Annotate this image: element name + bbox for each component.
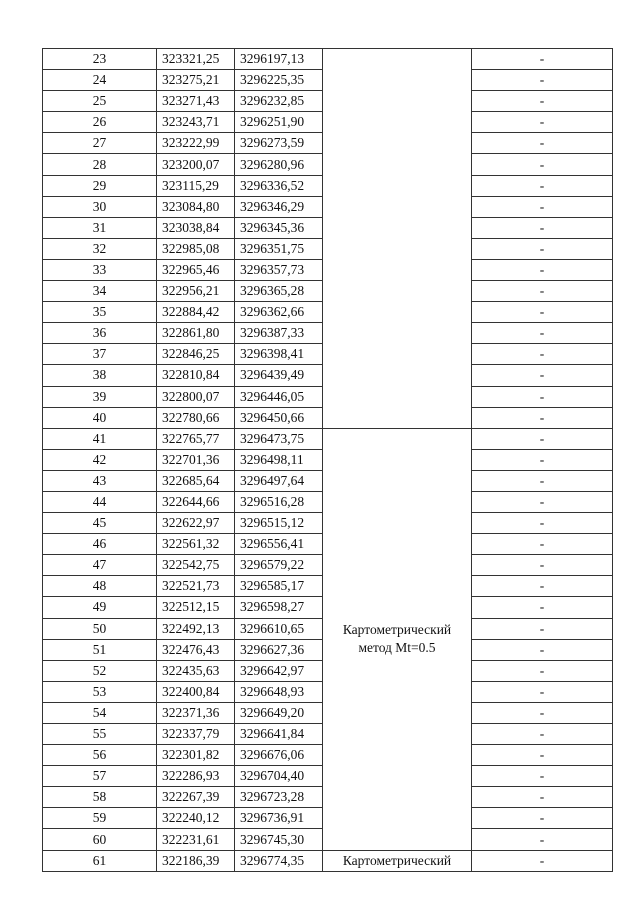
y-coordinate-cell: 3296273,59 <box>235 133 323 154</box>
note-cell: - <box>472 217 613 238</box>
y-coordinate-cell: 3296648,93 <box>235 681 323 702</box>
y-coordinate-cell: 3296450,66 <box>235 407 323 428</box>
y-coordinate-cell: 3296579,22 <box>235 555 323 576</box>
point-number-cell: 59 <box>43 808 157 829</box>
table-row <box>43 428 613 449</box>
point-number-cell: 61 <box>43 850 157 871</box>
method-cell: Картометрический метод Mt=0.5 <box>323 428 472 850</box>
point-number-cell: 47 <box>43 555 157 576</box>
y-coordinate-cell: 3296232,85 <box>235 91 323 112</box>
y-coordinate-cell: 3296357,73 <box>235 259 323 280</box>
note-cell: - <box>472 576 613 597</box>
x-coordinate-cell: 322286,93 <box>157 766 235 787</box>
x-coordinate-cell: 322765,77 <box>157 428 235 449</box>
point-number-cell: 36 <box>43 323 157 344</box>
x-coordinate-cell: 322400,84 <box>157 681 235 702</box>
table-row <box>43 49 613 70</box>
point-number-cell: 45 <box>43 513 157 534</box>
x-coordinate-cell: 322542,75 <box>157 555 235 576</box>
y-coordinate-cell: 3296351,75 <box>235 238 323 259</box>
point-number-cell: 37 <box>43 344 157 365</box>
y-coordinate-cell: 3296598,27 <box>235 597 323 618</box>
x-coordinate-cell: 322492,13 <box>157 618 235 639</box>
y-coordinate-cell: 3296649,20 <box>235 702 323 723</box>
note-cell: - <box>472 112 613 133</box>
x-coordinate-cell: 322701,36 <box>157 449 235 470</box>
y-coordinate-cell: 3296556,41 <box>235 534 323 555</box>
point-number-cell: 57 <box>43 766 157 787</box>
x-coordinate-cell: 322685,64 <box>157 470 235 491</box>
y-coordinate-cell: 3296362,66 <box>235 302 323 323</box>
y-coordinate-cell: 3296641,84 <box>235 724 323 745</box>
note-cell: - <box>472 386 613 407</box>
note-cell: - <box>472 175 613 196</box>
x-coordinate-cell: 322810,84 <box>157 365 235 386</box>
point-number-cell: 23 <box>43 49 157 70</box>
x-coordinate-cell: 322956,21 <box>157 281 235 302</box>
x-coordinate-cell: 322800,07 <box>157 386 235 407</box>
note-cell: - <box>472 302 613 323</box>
x-coordinate-cell: 322435,63 <box>157 660 235 681</box>
x-coordinate-cell: 322561,32 <box>157 534 235 555</box>
note-cell: - <box>472 238 613 259</box>
point-number-cell: 44 <box>43 491 157 512</box>
point-number-cell: 60 <box>43 829 157 850</box>
method-cell <box>323 49 472 429</box>
y-coordinate-cell: 3296745,30 <box>235 829 323 850</box>
y-coordinate-cell: 3296197,13 <box>235 49 323 70</box>
point-number-cell: 48 <box>43 576 157 597</box>
note-cell: - <box>472 829 613 850</box>
point-number-cell: 40 <box>43 407 157 428</box>
x-coordinate-cell: 322186,39 <box>157 850 235 871</box>
y-coordinate-cell: 3296723,28 <box>235 787 323 808</box>
x-coordinate-cell: 323243,71 <box>157 112 235 133</box>
y-coordinate-cell: 3296225,35 <box>235 70 323 91</box>
y-coordinate-cell: 3296346,29 <box>235 196 323 217</box>
point-number-cell: 43 <box>43 470 157 491</box>
x-coordinate-cell: 322371,36 <box>157 702 235 723</box>
y-coordinate-cell: 3296610,65 <box>235 618 323 639</box>
x-coordinate-cell: 323321,25 <box>157 49 235 70</box>
point-number-cell: 38 <box>43 365 157 386</box>
x-coordinate-cell: 322884,42 <box>157 302 235 323</box>
note-cell: - <box>472 808 613 829</box>
y-coordinate-cell: 3296439,49 <box>235 365 323 386</box>
x-coordinate-cell: 322846,25 <box>157 344 235 365</box>
y-coordinate-cell: 3296336,52 <box>235 175 323 196</box>
y-coordinate-cell: 3296774,35 <box>235 850 323 871</box>
note-cell: - <box>472 281 613 302</box>
table-row <box>43 850 613 871</box>
x-coordinate-cell: 322521,73 <box>157 576 235 597</box>
x-coordinate-cell: 323275,21 <box>157 70 235 91</box>
x-coordinate-cell: 322476,43 <box>157 639 235 660</box>
note-cell: - <box>472 259 613 280</box>
point-number-cell: 24 <box>43 70 157 91</box>
point-number-cell: 51 <box>43 639 157 660</box>
note-cell: - <box>472 555 613 576</box>
note-cell: - <box>472 196 613 217</box>
y-coordinate-cell: 3296676,06 <box>235 745 323 766</box>
point-number-cell: 39 <box>43 386 157 407</box>
note-cell: - <box>472 745 613 766</box>
y-coordinate-cell: 3296473,75 <box>235 428 323 449</box>
y-coordinate-cell: 3296398,41 <box>235 344 323 365</box>
y-coordinate-cell: 3296345,36 <box>235 217 323 238</box>
note-cell: - <box>472 513 613 534</box>
x-coordinate-cell: 322512,15 <box>157 597 235 618</box>
point-number-cell: 42 <box>43 449 157 470</box>
point-number-cell: 50 <box>43 618 157 639</box>
point-number-cell: 55 <box>43 724 157 745</box>
note-cell: - <box>472 660 613 681</box>
note-cell: - <box>472 428 613 449</box>
note-cell: - <box>472 724 613 745</box>
x-coordinate-cell: 322622,97 <box>157 513 235 534</box>
point-number-cell: 41 <box>43 428 157 449</box>
point-number-cell: 33 <box>43 259 157 280</box>
point-number-cell: 26 <box>43 112 157 133</box>
point-number-cell: 32 <box>43 238 157 259</box>
note-cell: - <box>472 91 613 112</box>
point-number-cell: 28 <box>43 154 157 175</box>
note-cell: - <box>472 491 613 512</box>
y-coordinate-cell: 3296251,90 <box>235 112 323 133</box>
note-cell: - <box>472 850 613 871</box>
note-cell: - <box>472 344 613 365</box>
note-cell: - <box>472 681 613 702</box>
y-coordinate-cell: 3296497,64 <box>235 470 323 491</box>
point-number-cell: 30 <box>43 196 157 217</box>
x-coordinate-cell: 323115,29 <box>157 175 235 196</box>
x-coordinate-cell: 323222,99 <box>157 133 235 154</box>
point-number-cell: 56 <box>43 745 157 766</box>
note-cell: - <box>472 470 613 491</box>
note-cell: - <box>472 449 613 470</box>
x-coordinate-cell: 323271,43 <box>157 91 235 112</box>
note-cell: - <box>472 639 613 660</box>
y-coordinate-cell: 3296736,91 <box>235 808 323 829</box>
point-number-cell: 49 <box>43 597 157 618</box>
note-cell: - <box>472 787 613 808</box>
point-number-cell: 34 <box>43 281 157 302</box>
y-coordinate-cell: 3296515,12 <box>235 513 323 534</box>
x-coordinate-cell: 323200,07 <box>157 154 235 175</box>
note-cell: - <box>472 766 613 787</box>
x-coordinate-cell: 322301,82 <box>157 745 235 766</box>
note-cell: - <box>472 597 613 618</box>
point-number-cell: 58 <box>43 787 157 808</box>
note-cell: - <box>472 407 613 428</box>
note-cell: - <box>472 133 613 154</box>
x-coordinate-cell: 322780,66 <box>157 407 235 428</box>
coordinates-table-body <box>43 49 613 872</box>
x-coordinate-cell: 322965,46 <box>157 259 235 280</box>
y-coordinate-cell: 3296365,28 <box>235 281 323 302</box>
point-number-cell: 46 <box>43 534 157 555</box>
x-coordinate-cell: 322267,39 <box>157 787 235 808</box>
x-coordinate-cell: 322985,08 <box>157 238 235 259</box>
point-number-cell: 53 <box>43 681 157 702</box>
note-cell: - <box>472 702 613 723</box>
y-coordinate-cell: 3296280,96 <box>235 154 323 175</box>
note-cell: - <box>472 154 613 175</box>
x-coordinate-cell: 322337,79 <box>157 724 235 745</box>
y-coordinate-cell: 3296387,33 <box>235 323 323 344</box>
x-coordinate-cell: 323084,80 <box>157 196 235 217</box>
y-coordinate-cell: 3296642,97 <box>235 660 323 681</box>
point-number-cell: 35 <box>43 302 157 323</box>
x-coordinate-cell: 322231,61 <box>157 829 235 850</box>
point-number-cell: 54 <box>43 702 157 723</box>
y-coordinate-cell: 3296704,40 <box>235 766 323 787</box>
y-coordinate-cell: 3296516,28 <box>235 491 323 512</box>
point-number-cell: 29 <box>43 175 157 196</box>
x-coordinate-cell: 322240,12 <box>157 808 235 829</box>
note-cell: - <box>472 70 613 91</box>
y-coordinate-cell: 3296585,17 <box>235 576 323 597</box>
x-coordinate-cell: 322861,80 <box>157 323 235 344</box>
coordinates-table <box>42 48 613 872</box>
point-number-cell: 27 <box>43 133 157 154</box>
method-cell: Картометрический <box>323 850 472 871</box>
x-coordinate-cell: 323038,84 <box>157 217 235 238</box>
point-number-cell: 25 <box>43 91 157 112</box>
x-coordinate-cell: 322644,66 <box>157 491 235 512</box>
note-cell: - <box>472 618 613 639</box>
y-coordinate-cell: 3296498,11 <box>235 449 323 470</box>
note-cell: - <box>472 534 613 555</box>
y-coordinate-cell: 3296446,05 <box>235 386 323 407</box>
point-number-cell: 31 <box>43 217 157 238</box>
note-cell: - <box>472 49 613 70</box>
note-cell: - <box>472 365 613 386</box>
note-cell: - <box>472 323 613 344</box>
y-coordinate-cell: 3296627,36 <box>235 639 323 660</box>
point-number-cell: 52 <box>43 660 157 681</box>
